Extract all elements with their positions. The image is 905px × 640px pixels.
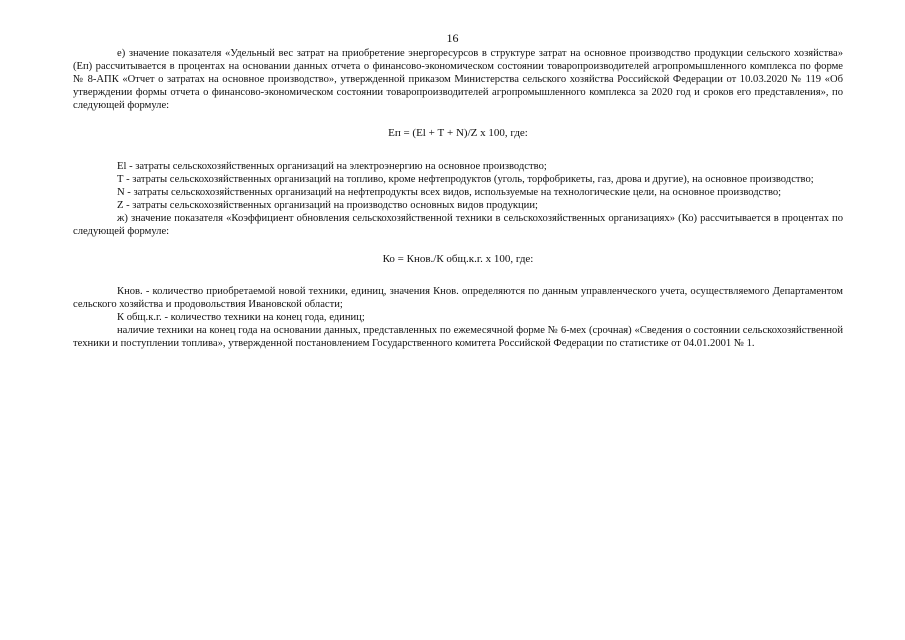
formula-renewal-coefficient: Ко = Кнов./К общ.к.г. х 100, где:: [382, 253, 534, 265]
definition-knov: Кнов. - количество приобретаемой новой техники, единиц, значения Кнов. определяются по данным управленческого учета, осуществляемого Департаментом сельского хозяйства и продовольствия Ивановской области;: [73, 286, 843, 310]
document-body: [73, 47, 843, 350]
page-number: 16: [446, 31, 459, 45]
formula-energy-share: Еп = (El + Т + N)/Z х 100, где:: [388, 127, 528, 139]
paragraph-indicator-e: е) значение показателя «Удельный вес затрат на приобретение энергоресурсов в структуре затрат на основное производство продукции сельского хозяйства» (Еп) рассчитывается в процентах на основании данных отчета о финансово-экономическом состоянии товаропроизводителей агропромышленного комплекса по форме № 8-АПК «Отчет о затратах на основное производство», утвержденной приказом Министерства сельского хозяйства Российской Федерации от 10.03.2020 № 119 «Об утверждении формы отчета о финансово-экономическом состоянии товаропроизводителей агропромышленного комплекса за 2020 год и сроков его представления», по следующей формуле:: [73, 48, 843, 111]
definition-k-total: К общ.к.г. - количество техники на конец года, единиц;: [117, 312, 365, 323]
definition-z: Z - затраты сельскохозяйственных организаций на производство основных видов продукции;: [117, 200, 538, 211]
definition-el: El - затраты сельскохозяйственных организаций на электроэнергию на основное производство;: [117, 161, 547, 172]
paragraph-indicator-zh: ж) значение показателя «Коэффициент обновления сельскохозяйственной техники в сельскохозяйственных организациях» (Ко) рассчитывается в процентах по следующей формуле:: [73, 213, 843, 237]
definition-n: N - затраты сельскохозяйственных организаций на нефтепродукты всех видов, используемые на технологические цели, на основное производство;: [117, 187, 782, 198]
definition-t: Т - затраты сельскохозяйственных организаций на топливо, кроме нефтепродуктов (уголь, торфобрикеты, газ, дрова и другие), на основное производство;: [117, 174, 814, 185]
paragraph-equipment-source: наличие техники на конец года на основании данных, представленных по ежемесячной форме № 6-мех (срочная) «Сведения о состоянии сельскохозяйственной техники и поступлении топлива», утвержденной постановлением Государственного комитета Российской Федерации по статистике от 04.01.2001 № 1.: [73, 325, 843, 349]
